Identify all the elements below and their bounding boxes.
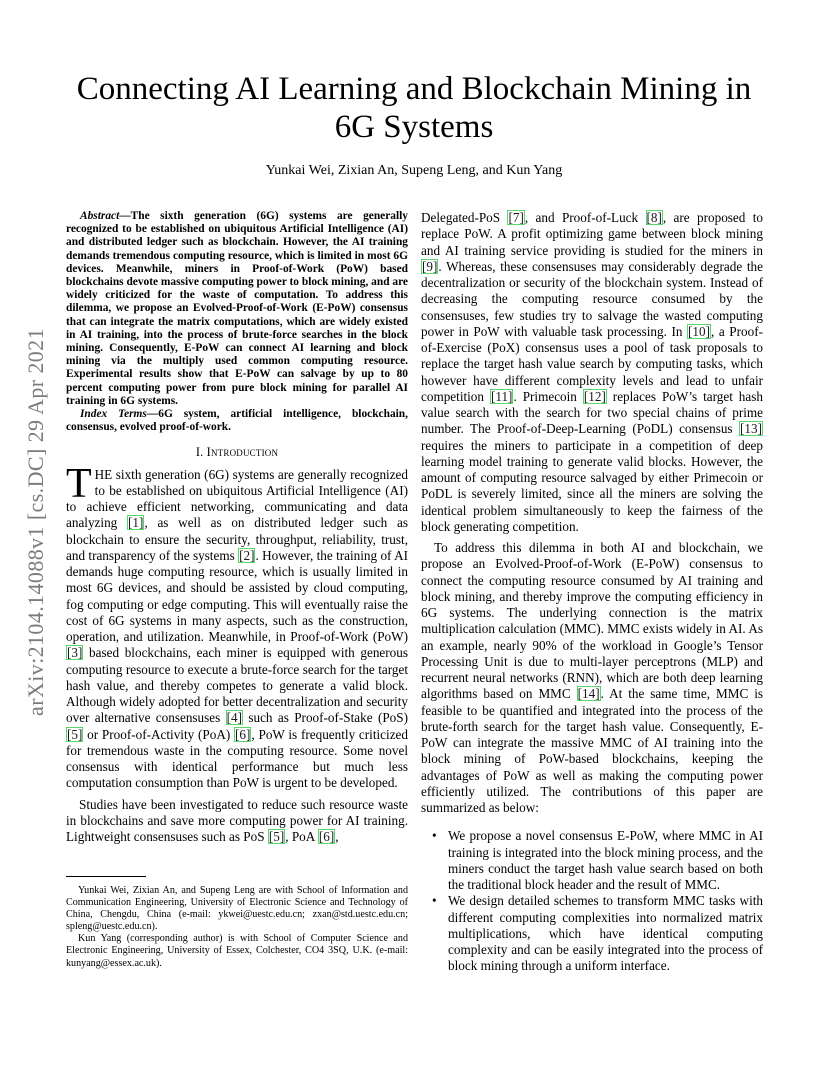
index-terms-text: —6G system, artificial intelligence, blockchain, consensus, evolved proof-of-work. (66, 408, 408, 434)
section-heading-introduction (66, 444, 408, 460)
intro-paragraph-2: Studies have been investigated to reduce such resource waste in blockchains and save more computing power for AI training. Lightweight consensuses such as PoS [5], PoA [6], (66, 796, 408, 845)
section-title: Introduction (206, 445, 279, 460)
drop-cap: T (66, 460, 92, 507)
footnote-affiliation-1: Yunkai Wei, Zixian An, and Supeng Leng are with School of Information and Communication Engineering, University of Electronic Science and Technology of China, Chengdu, China (e-mail: ykwei@uestc.edu.cn; zxan@std.uestc.edu.cn; spleng@uestc.edu.cn). (66, 885, 408, 933)
author-list: Yunkai Wei, Zixian An, Supeng Leng, and Kun Yang (265, 163, 563, 178)
abstract (66, 210, 408, 408)
citation-link[interactable]: [9] (422, 258, 438, 274)
right-column (421, 210, 763, 975)
citation-link[interactable]: [3] (67, 645, 83, 661)
citation-link[interactable]: [5] (67, 726, 83, 742)
index-terms (66, 408, 408, 434)
intro-paragraph-1: THE sixth generation (6G) systems are generally recognized to be established on ubiquitous Artificial Intelligence (AI) to achieve efficient networking, communicating and data analyzing [1], as well as on distributed ledger such as blockchain to ensure the security, throughput, reliability, trust, and transparency of the systems [2]. However, the training of AI demands huge computing resource, which is usually limited in most 6G devices, and should be assisted by cloud computing, fog computing or edge computing. This will eventually raise the cost of 6G systems in many aspects, such as the construction, operation, and utilization. Meanwhile, in Proof-of-Work (PoW) [3] based blockchains, each miner is equipped with generous computing resource to execute a brute-force search for the target hash value, and thereby competes to generate a valid block. Although widely adopted for better decentralization and security over alternative consensuses [4] such as Proof-of-Stake (PoS) [5] or Proof-of-Activity (PoA) [6], PoW is frequently criticized for tremendous waste in the computing resource. Some novel consensus with identical performance but much less computation consumption than PoW is urgent to be developed. (66, 460, 408, 791)
citation-link[interactable]: [10] (688, 323, 710, 339)
list-item: • We propose a novel consensus E-PoW, where MMC in AI training is integrated into the block mining process, and the miners conduct the target hash value search based on both the traditional block header and the result of MMC. (421, 828, 763, 893)
contribution-list (421, 828, 763, 974)
citation-link[interactable]: [12] (583, 388, 606, 404)
citation-link[interactable]: [8] (646, 210, 662, 225)
abstract-label: Abstract (80, 210, 120, 222)
list-item: • We design detailed schemes to transform MMC tasks with different computing complexities into normalized matrix multiplications, which have identical computing complexity and can be easily integrated into the process of block mining through a uniform interface. (421, 893, 763, 974)
abstract-text: —The sixth generation (6G) systems are generally recognized to be established on ubiquitous Artificial Intelligence (AI) and distributed ledger such as blockchain. However, the AI training demands tremendous computing resource, which is limited in most 6G devices. Meanwhile, miners in Proof-of-Work (PoW) based blockchains devote massive computing power to block mining, and are widely criticized for the waste of computation. To address this dilemma, we propose an Evolved-Proof-of-Work (E-PoW) consensus that can integrate the matrix computations, which are widely existed in AI training, into the process of brute-force searches in the block mining. Consequently, E-PoW can connect AI learning and block mining via the multiply used common computing resource. Experimental results show that E-PoW can salvage by up to 80 percent computing power from pure block mining for parallel AI training in 6G systems. (66, 210, 408, 407)
footnotes (66, 885, 408, 970)
intro-paragraph-2-continued: Delegated-PoS [7], and Proof-of-Luck [8], are proposed to replace PoW. A profit optimizing game between block mining and AI training service providing is studied for the miners in [9]. Whereas, these consensuses may considerably degrade the decentralization or security of the blockchain system. Instead of decreasing the computing resource consumed by the consensuses, few studies try to salvage the wasted computing power in PoW with valuable task processing. In [10], a Proof-of-Exercise (PoX) consensus uses a pool of task proposals to replace the target hash value search by computing tasks, which however have different complexity levels and lead to unfair competition [11]. Primecoin [12] replaces PoW’s target hash value search with the search for two special chains of prime number. The Proof-of-Deep-Learning (PoDL) consensus [13] requires the miners to participate in a competition of deep learning model training to generate valid blocks. However, the amount of computing resource salvaged by either Primecoin or PoDL is severely limited, since all the miners are solving the identical problem simultaneously to keep the fairness of the block generating competition. (421, 210, 764, 534)
index-terms-label: Index Terms (80, 408, 147, 421)
citation-link[interactable]: [1] (128, 515, 144, 531)
left-column (66, 210, 408, 845)
paper-title: Connecting AI Learning and Blockchain Mining in 6G Systems (76, 71, 752, 145)
citation-link[interactable]: [6] (235, 726, 251, 742)
citation-link[interactable]: [6] (318, 829, 335, 845)
section-number: I. (195, 445, 204, 460)
drop-cap-continuation: HE (94, 466, 113, 482)
arxiv-identifier (22, 287, 50, 757)
citation-link[interactable]: [2] (239, 547, 255, 563)
footnote-divider (66, 876, 146, 877)
footnote-affiliation-2: Kun Yang (corresponding author) is with School of Computer Science and Electronic Engineering, University of Essex, Colchester, CO4 3SQ, U.K. (e-mail: kunyang@essex.ac.uk). (66, 933, 408, 969)
citation-link[interactable]: [7] (508, 210, 524, 225)
citation-link[interactable]: [4] (226, 710, 242, 726)
intro-paragraph-3: To address this dilemma in both AI and blockchain, we propose an Evolved-Proof-of-Work (E-PoW) consensus to connect the computing resource consumed by AI training and block mining, and thereby improve the computing efficiency in 6G systems. The underlying connection is the matrix multiplication calculation (MMC). MMC exists widely in AI. As an example, nearly 90% of the workload in Google’s Tensor Processing Unit is due to multi-layer perceptrons (MLP) and recurrent neural networks (RNN), which are both deep learning algorithms based on MMC [14]. At the same time, MMC is feasible to be quantified and integrated into the process of the brute-forth search for the target hash value. Consequently, E-PoW can integrate the massive MMC of AI training into the block mining of PoW-based blockchains, keeping the advantages of PoW as well as making the computing power efficiently utilized. The contributions of this paper are summarized as below: (421, 540, 763, 815)
arxiv-identifier-text: arXiv:2104.14088v1 [cs.DC] 29 Apr 2021 (23, 328, 48, 716)
citation-link[interactable]: [13] (740, 421, 762, 437)
citation-link[interactable]: [11] (490, 388, 513, 404)
citation-link[interactable]: [14] (577, 686, 600, 702)
citation-link[interactable]: [5] (268, 829, 285, 845)
